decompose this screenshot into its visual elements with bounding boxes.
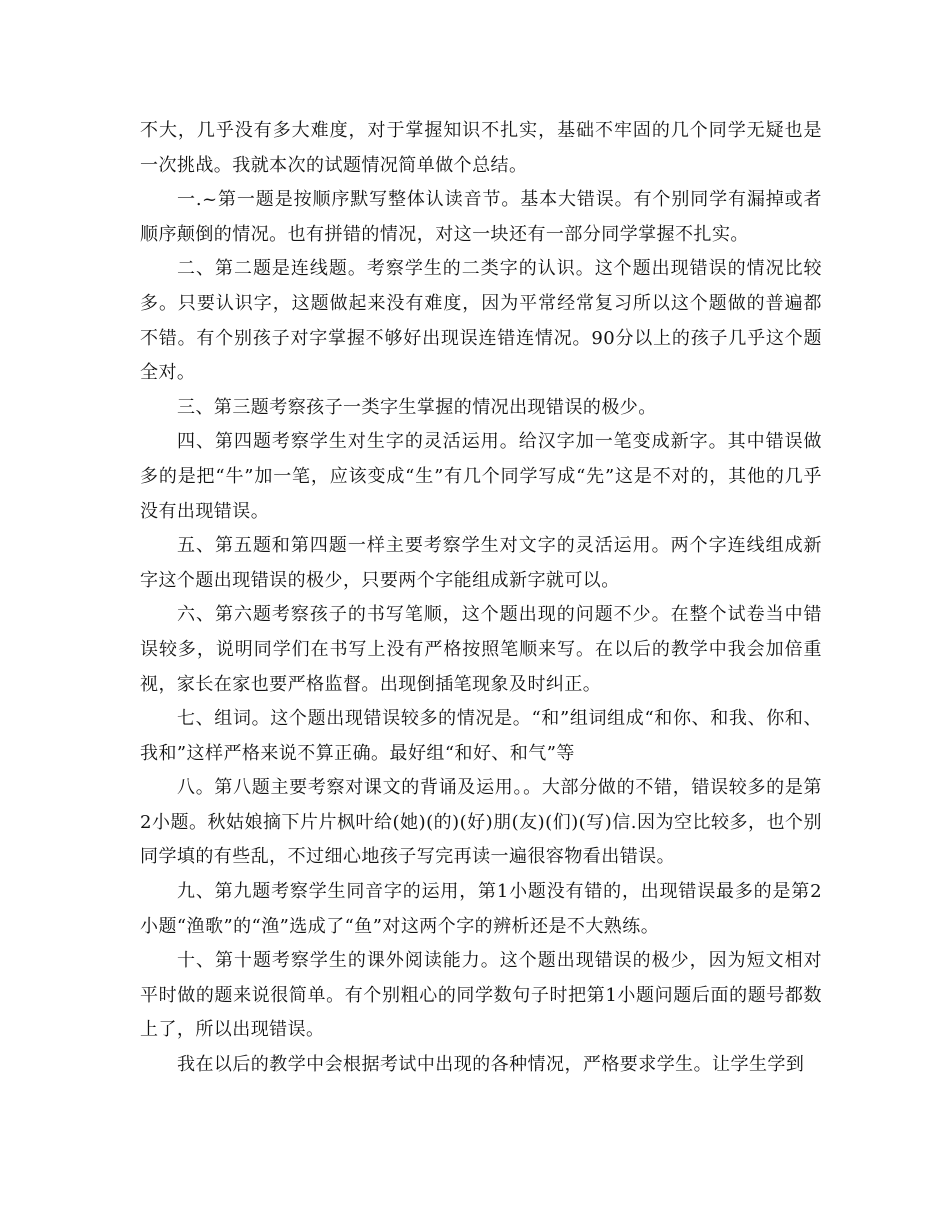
paragraph-item-2: 二、第二题是连线题。考察学生的二类字的认识。这个题出现错误的情况比较多。只要认识字，这题做起来没有难度，因为平常经常复习所以这个题做的普遍都不错。有个别孩子对字掌握不够好出现误连错连情况。90分以上的孩子几乎这个题全对。 [140, 258, 822, 384]
paragraph-item-7: 七、组词。这个题出现错误较多的情况是。“和”组词组成“和你、和我、你和、我和”这样严格来说不算正确。最好组“和好、和气”等 [140, 708, 822, 764]
paragraph-conclusion: 我在以后的教学中会根据考试中出现的各种情况，严格要求学生。让学生学到 [177, 1054, 805, 1076]
paragraph-item-4: 四、第四题考察学生对生字的灵活运用。给汉字加一笔变成新字。其中错误做多的是把“牛”加一笔，应该变成“生”有几个同学写成“先”这是不对的，其他的几乎没有出现错误。 [140, 431, 822, 522]
paragraph-item-1: 一.~第一题是按顺序默写整体认读音节。基本大错误。有个别同学有漏掉或者顺序颠倒的情况。也有拼错的情况，对这一块还有一部分同学掌握不扎实。 [140, 189, 822, 245]
paragraph-item-10: 十、第十题考察学生的课外阅读能力。这个题出现错误的极少，因为短文相对平时做的题来说很简单。有个别粗心的同学数句子时把第1小题问题后面的题号都数上了，所以出现错误。 [140, 950, 822, 1041]
paragraph-item-6: 六、第六题考察孩子的书写笔顺，这个题出现的问题不少。在整个试卷当中错误较多，说明同学们在书写上没有严格按照笔顺来写。在以后的教学中我会加倍重视，家长在家也要严格监督。出现倒插笔现象及时纠正。 [140, 604, 822, 695]
paragraph-item-3: 三、第三题考察孩子一类字生掌握的情况出现错误的极少。 [177, 396, 657, 418]
document-body [140, 114, 822, 1083]
paragraph-item-8: 八。第八题主要考察对课文的背诵及运用。。大部分做的不错，错误较多的是第2小题。秋姑娘摘下片片枫叶给(她)(的)(好)朋(友)(们)(写)信.因为空比较多，也个别同学填的有些乱，不过细心地孩子写完再读一遍很容物看出错误。 [140, 777, 822, 868]
paragraph-continuation: 不大，几乎没有多大难度，对于掌握知识不扎实，基础不牢固的几个同学无疑也是一次挑战。我就本次的试题情况简单做个总结。 [140, 120, 822, 176]
paragraph-item-5: 五、第五题和第四题一样主要考察学生对文字的灵活运用。两个字连线组成新字这个题出现错误的极少，只要两个字能组成新字就可以。 [140, 535, 822, 591]
paragraph-item-9: 九、第九题考察学生同音字的运用，第1小题没有错的，出现错误最多的是第2小题“渔歌”的“渔”选成了“鱼”对这两个字的辨析还是不大熟练。 [140, 881, 822, 937]
